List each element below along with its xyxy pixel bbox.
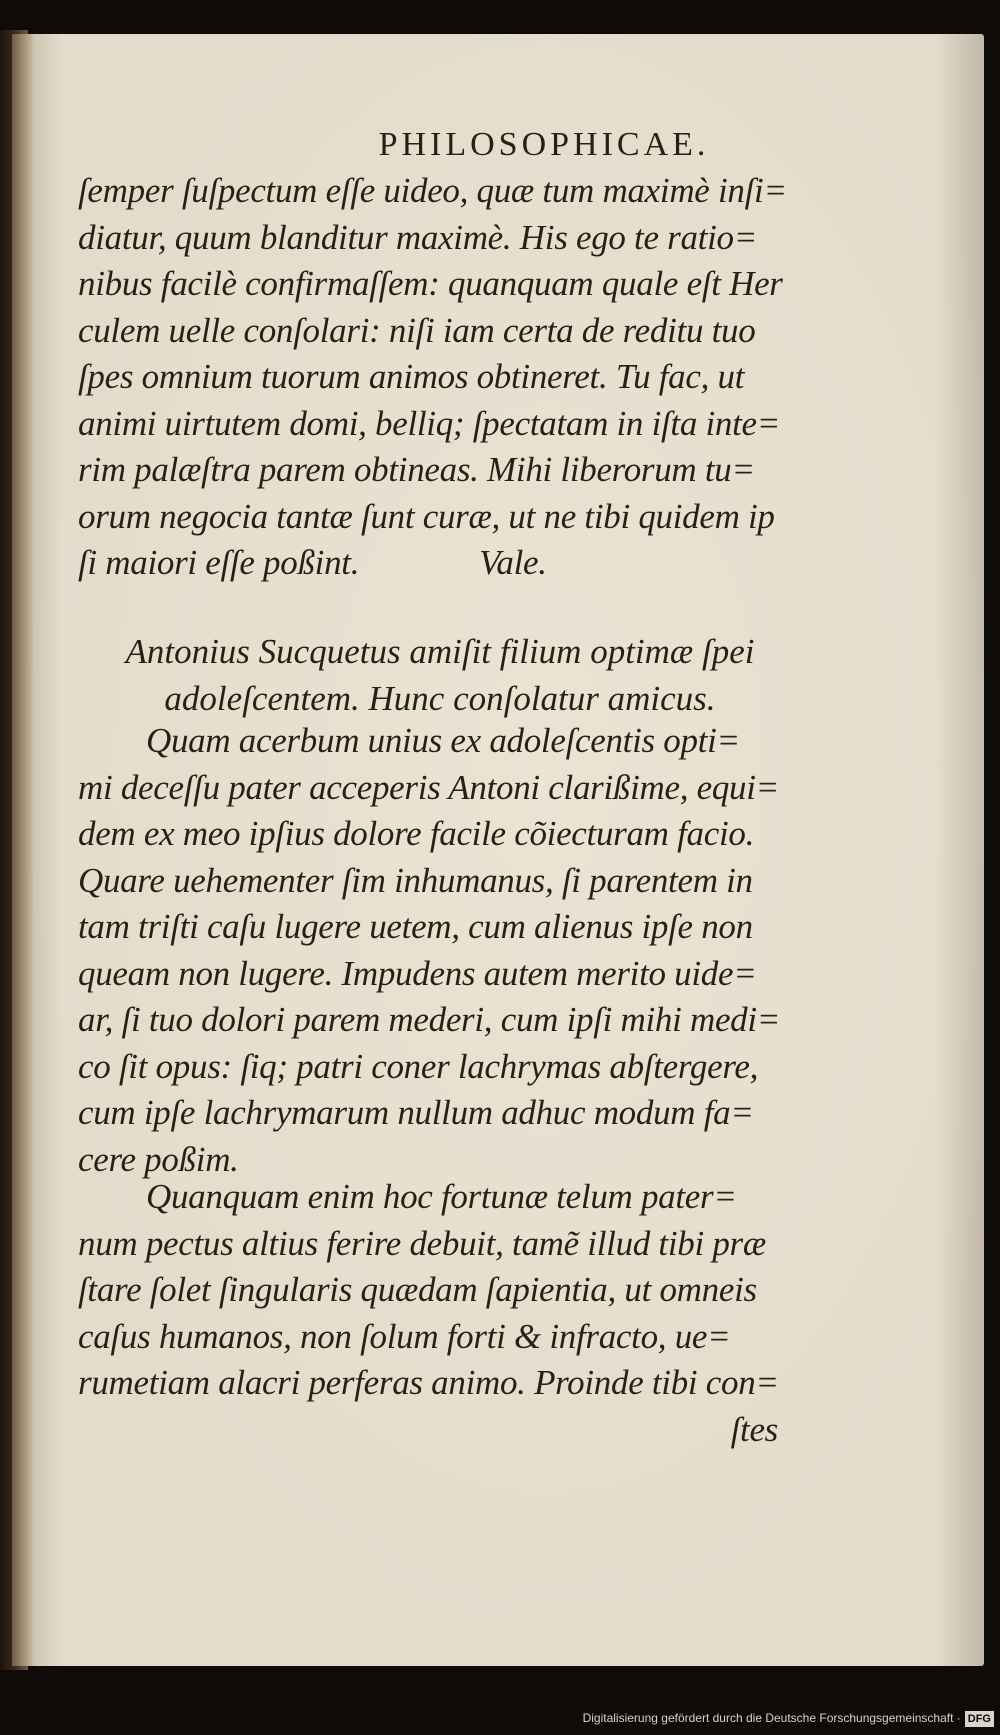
text-line: num pectus altius ferire debuit, tamẽ illud tibi præ [78,1223,766,1263]
text-line: Quam acerbum unius ex adoleſcentis opti= [146,721,740,760]
text-line: cum ipſe lachrymarum nullum adhuc modum fa= [78,1093,754,1132]
text-line: queam non lugere. Impudens autem merito uide= [78,953,757,993]
text-line: ſi maiori eſſe poßint. [78,543,360,582]
page-gutter [12,34,34,1666]
credit-text: Digitalisierung gefördert durch die Deutsche Forschungsgemeinschaft · [582,1711,961,1725]
text-line: mi deceſſu pater acceperis Antoni clarißime, equi= [78,767,779,807]
text-line: rumetiam alacri perferas animo. Proinde tibi con= [78,1363,779,1402]
text-line: ſtare ſolet ſingularis quædam ſapientia, ut omneis [78,1270,757,1309]
text-line: orum negocia tantæ ſunt curæ, ut ne tibi quidem ip [78,496,775,536]
text-line: ar, ſi tuo dolori parem mederi, cum ipſi mihi medi= [78,1000,781,1039]
text-line: dem ex meo ipſius dolore facile cõiecturam facio. [78,814,755,853]
text-line: animi uirtutem domi, belliq; ſpectatam in iſta inte= [78,403,781,443]
text-line: nibus facilè confirmaſſem: quanquam quale eſt Her [78,264,783,303]
text-line: ſpes omnium tuorum animos obtineret. Tu fac, ut [78,357,745,396]
heading-line: adoleſcentem. Hunc conſolatur amicus. [164,679,716,718]
text-line: caſus humanos, non ſolum forti & infracto, ue= [78,1316,731,1356]
text-line: Quanquam enim hoc fortunæ telum pater= [146,1177,737,1216]
text-line: Quare uehementer ſim inhumanus, ſi parentem in [78,860,753,900]
text-line: tam triſti caſu lugere uetem, cum alienus ipſe non [78,907,753,946]
running-head [0,126,1000,164]
running-head-text: PHILOSOPHICAE. [378,126,710,163]
letter-end-block [78,168,798,587]
digitization-credit [0,1710,994,1727]
text-line: ſemper ſuſpectum eſſe uideo, quæ tum maximè inſi= [78,171,787,210]
dfg-logo: DFG [965,1711,994,1727]
paragraph-2 [78,1174,798,1453]
text-line: diatur, quum blanditur maximè. His ego te ratio= [78,217,758,257]
text-line: culem uelle conſolari: niſi iam certa de reditu tuo [78,310,756,350]
letter-heading [90,628,790,722]
paragraph-1 [78,718,798,1183]
text-line: co ſit opus: ſiq; patri coner lachrymas abſtergere, [78,1046,759,1086]
text-line-with-closing [78,540,798,587]
heading-line: Antonius Sucquetus amiſit filium optimæ ſpei [125,632,755,671]
text-line: cere poßim. [78,1139,239,1179]
closing-vale: Vale. [479,543,547,582]
catchword: ſtes [730,1409,778,1449]
text-line: rim palæſtra parem obtineas. Mihi liberorum tu= [78,450,755,489]
